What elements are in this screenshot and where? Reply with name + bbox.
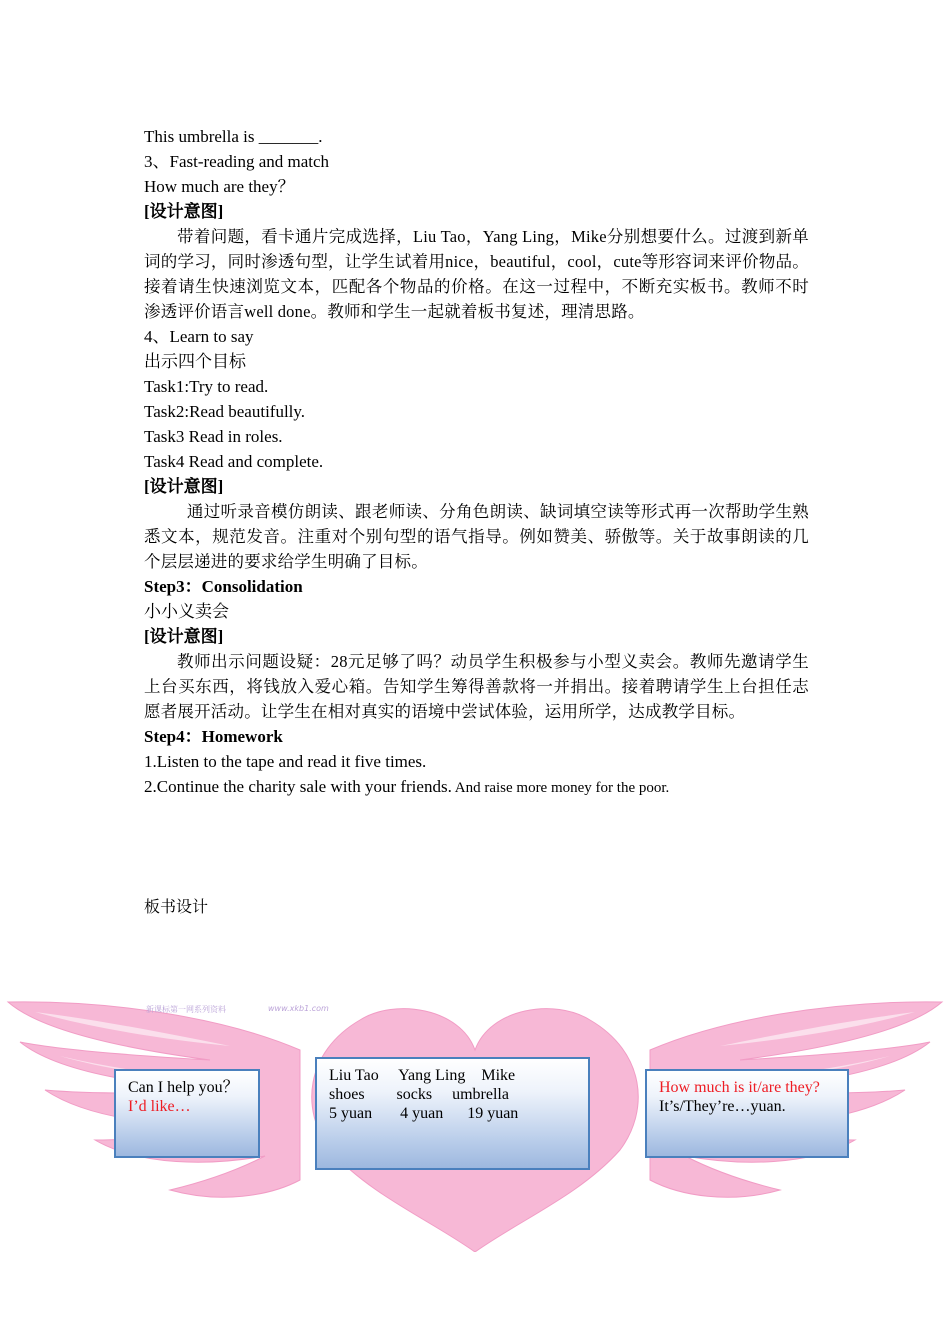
step-heading: Step4：Homework [144, 727, 283, 746]
board-box-help [114, 1069, 260, 1158]
homework-main: 2.Continue the charity sale with your friends. [144, 777, 452, 796]
board-line: Can I help you？ [128, 1079, 239, 1096]
source-url: www.xkb1.com [268, 1004, 329, 1013]
design-intent-paragraph: 通过听录音模仿朗读、跟老师读、分角色朗读、缺词填空读等形式再一次帮助学生熟悉文本，规范发音。注重对个别句型的语气指导。例如赞美、骄傲等。关于故事朗读的几个层层递进的要求给学生明确了目标。 [144, 502, 809, 571]
design-intent-heading: [设计意图] [144, 627, 224, 646]
board-row-prices: 5 yuan 4 yuan 19 yuan [329, 1105, 519, 1122]
homework-line [144, 774, 809, 799]
design-intent-heading: [设计意图] [144, 202, 224, 221]
task-line: Task2:Read beautifully. [144, 402, 306, 421]
board-line: It’s/They’re…yuan. [659, 1098, 786, 1115]
board-line-highlight: How much is it/are they? [659, 1079, 820, 1096]
board-line-highlight: I’d like… [128, 1098, 191, 1115]
section-heading: 4、Learn to say [144, 327, 254, 346]
task-line: Task1:Try to read. [144, 377, 269, 396]
board-box-price [645, 1069, 849, 1158]
task-line: Task3 Read in roles. [144, 427, 283, 446]
homework-small: And raise more money for the poor. [451, 780, 670, 796]
text-line: 出示四个目标 [144, 352, 246, 371]
text-line: This umbrella is _______. [144, 127, 323, 146]
design-intent-paragraph: 带着问题，看卡通片完成选择，Liu Tao，Yang Ling，Mike分别想要什么。过渡到新单词的学习，同时渗透句型，让学生试着用nice，beautiful，cool，cute等形容词来评价物品。接着请生快速浏览文本，匹配各个物品的价格。在这一过程中，不断充实板书。教师不时渗透评价语言well done。教师和学生一起就着板书复述，理清思路。 [144, 227, 809, 321]
board-design-title: 板书设计 [144, 899, 209, 916]
text-line: 小小义卖会 [144, 602, 229, 621]
source-note: 新课标第一网系列资料 [146, 1005, 226, 1014]
board-row-items: shoes socks umbrella [329, 1086, 509, 1103]
text-line: How much are they？ [144, 177, 295, 196]
homework-line: 1.Listen to the tape and read it five times. [144, 752, 427, 771]
design-intent-heading: [设计意图] [144, 477, 224, 496]
board-row-names: Liu Tao Yang Ling Mike [329, 1067, 516, 1084]
lesson-content [144, 124, 809, 799]
section-heading: 3、Fast-reading and match [144, 152, 330, 171]
task-line: Task4 Read and complete. [144, 452, 324, 471]
board-box-items [315, 1057, 590, 1170]
design-intent-paragraph: 教师出示问题设疑：28元足够了吗？动员学生积极参与小型义卖会。教师先邀请学生上台买东西，将钱放入爱心箱。告知学生筹得善款将一并捐出。接着聘请学生上台担任志愿者展开活动。让学生在相对真实的语境中尝试体验，运用所学，达成教学目标。 [144, 652, 809, 721]
step-heading: Step3：Consolidation [144, 577, 303, 596]
